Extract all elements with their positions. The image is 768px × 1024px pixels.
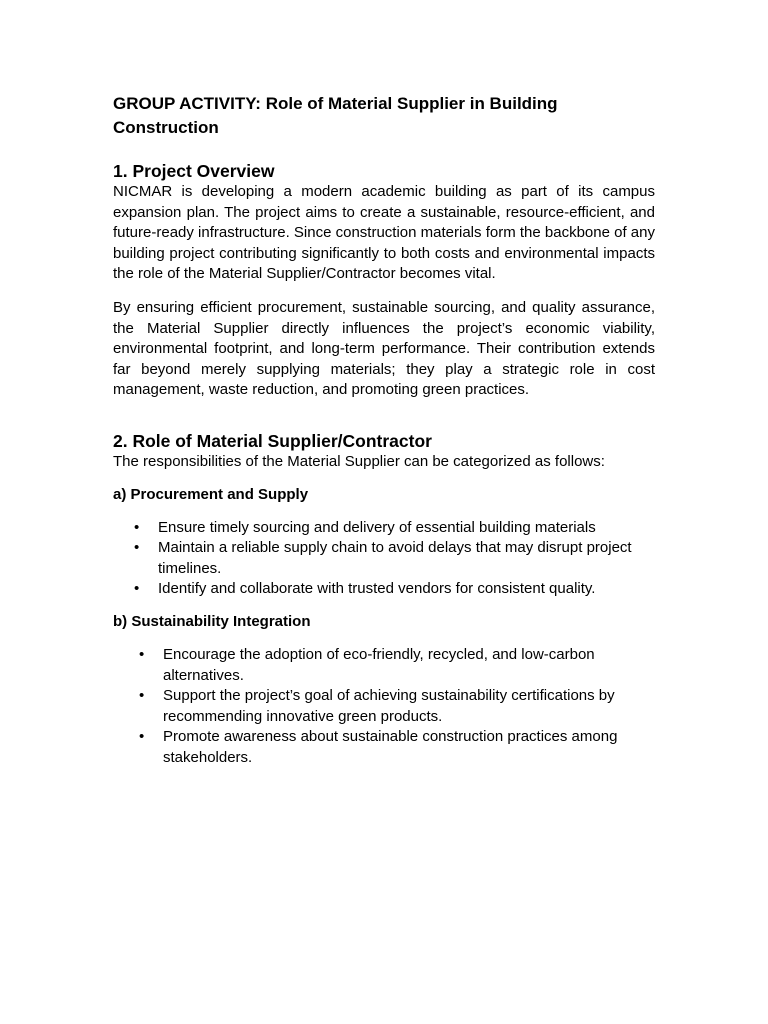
subheading-sustainability-integration: b) Sustainability Integration <box>113 612 311 630</box>
overview-paragraph-1: NICMAR is developing a modern academic building as part of its campus expansion plan. The project aims to create a sustainable, resource-efficient, and future-ready infrastructure. Since construction materials form the backbone of any building project contributing significantly to both costs and environmental impacts the role of the Material Supplier/Contractor becomes vital. <box>113 183 655 283</box>
document-title: GROUP ACTIVITY: Role of Material Supplier in Building Construction <box>113 94 558 137</box>
list-item-text: Ensure timely sourcing and delivery of essential building materials <box>158 518 596 536</box>
list-item-text: Promote awareness about sustainable construction practices among stakeholders. <box>163 728 618 766</box>
role-intro-paragraph: The responsibilities of the Material Supplier can be categorized as follows: <box>113 452 605 470</box>
list-item-text: Identify and collaborate with trusted vendors for consistent quality. <box>158 580 596 598</box>
subheading-procurement-and-supply: a) Procurement and Supply <box>113 485 309 503</box>
bullet-icon: • <box>139 728 145 746</box>
document-page <box>113 92 655 768</box>
list-item <box>113 645 655 686</box>
bullet-icon: • <box>134 539 140 557</box>
list-item <box>113 579 655 600</box>
bullet-icon: • <box>139 687 145 705</box>
list-item <box>113 518 655 539</box>
list-item-text: Support the project’s goal of achieving sustainability certifications by recommending innovative green products. <box>163 687 615 725</box>
bullet-icon: • <box>139 645 145 663</box>
bullet-icon: • <box>134 580 140 598</box>
section-heading-role-of-supplier: 2. Role of Material Supplier/Contractor <box>113 430 432 451</box>
list-item <box>113 686 655 727</box>
overview-paragraph-2: By ensuring efficient procurement, sustainable sourcing, and quality assurance, the Material Supplier directly influences the project’s economic viability, environmental footprint, and long-term performance. Their contribution extends far beyond merely supplying materials; they play a strategic role in cost management, waste reduction, and promoting green practices. <box>113 298 655 399</box>
procurement-bullet-list <box>113 518 655 600</box>
list-item-text: Encourage the adoption of eco-friendly, recycled, and low-carbon alternatives. <box>163 645 595 684</box>
list-item-text: Maintain a reliable supply chain to avoid delays that may disrupt project timelines. <box>158 539 632 577</box>
bullet-icon: • <box>134 518 140 536</box>
section-heading-project-overview: 1. Project Overview <box>113 161 275 181</box>
list-item <box>113 538 655 579</box>
sustainability-bullet-list <box>113 645 655 769</box>
list-item <box>113 727 655 768</box>
